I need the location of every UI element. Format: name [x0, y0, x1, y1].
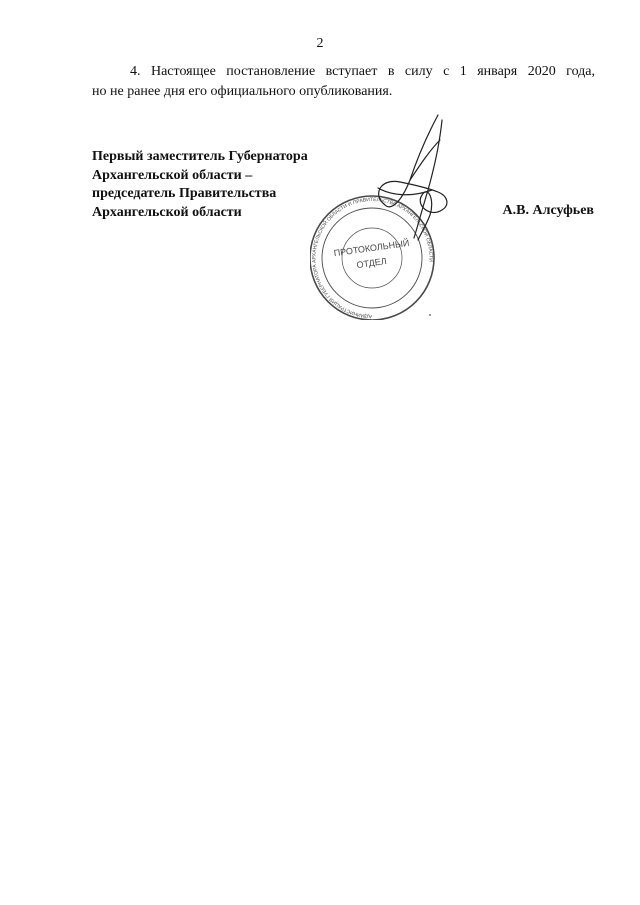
page-number: 2 — [316, 36, 324, 51]
signatory-position — [92, 148, 308, 222]
stamp-and-signature — [310, 110, 460, 320]
paragraph-line-1: 4. Настоящее постановление вступает в силу с 1 января 2020 года, — [130, 64, 595, 79]
signatory-line: Архангельской области – — [92, 167, 253, 183]
signer-name: А.В. Алсуфьев — [502, 203, 594, 218]
signatory-line: Первый заместитель Губернатора — [92, 149, 308, 164]
stamp-ring-text: АДМИНИСТРАЦИЯ ГУБЕРНАТОРА АРХАНГЕЛЬСКОЙ ОБЛАСТИ И ПРАВИТЕЛЬСТВА АРХАНГЕЛЬСКОЙ ОБЛАСТИ — [311, 196, 434, 320]
paragraph-line-2: но не ранее дня его официального опубликования. — [92, 84, 393, 99]
stray-mark — [429, 314, 431, 316]
handwritten-signature — [378, 115, 447, 240]
signatory-line: Архангельской области — [92, 204, 242, 220]
signatory-line: председатель Правительства — [92, 186, 277, 201]
body-paragraph — [92, 62, 595, 102]
stamp-center-text-2: ОТДЕЛ — [355, 255, 388, 271]
stamp-center-text-1: ПРОТОКОЛЬНЫЙ — [333, 237, 410, 259]
